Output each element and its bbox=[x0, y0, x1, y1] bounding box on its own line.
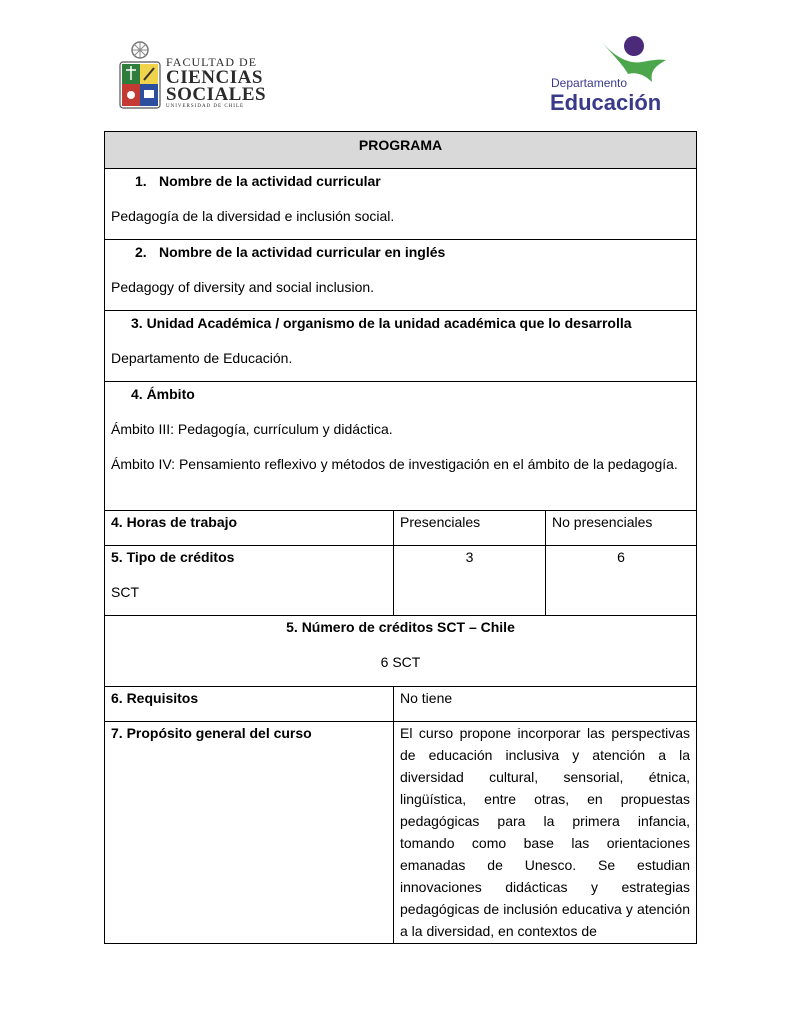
department-logo-line2: Educación bbox=[550, 90, 662, 115]
section-1-value: Pedagogía de la diversidad e inclusión social. bbox=[111, 208, 395, 224]
proposito-label: 7. Propósito general del curso bbox=[105, 722, 394, 944]
section-1-title bbox=[111, 170, 690, 192]
requisitos-label: 6. Requisitos bbox=[105, 687, 394, 722]
program-table bbox=[104, 131, 697, 944]
sct-value: 6 SCT bbox=[380, 654, 421, 670]
section-2-number: 2. bbox=[135, 244, 147, 260]
faculty-logo-line4: UNIVERSIDAD DE CHILE bbox=[166, 104, 245, 109]
section-3-title: 3. Unidad Académica / organismo de la unidad académica que lo desarrolla bbox=[131, 315, 632, 331]
requisitos-value: No tiene bbox=[394, 687, 697, 722]
sct-title: 5. Número de créditos SCT – Chile bbox=[286, 619, 515, 635]
horas-label: 4. Horas de trabajo bbox=[105, 511, 394, 546]
creditos-sub: SCT bbox=[111, 584, 139, 600]
horas-presenciales: Presenciales bbox=[394, 511, 546, 546]
faculty-logo-text bbox=[166, 56, 266, 110]
section-4 bbox=[105, 382, 697, 511]
creditos-value-1: 3 bbox=[394, 546, 546, 616]
section-4-line2: Ámbito IV: Pensamiento reflexivo y métodos de investigación en el ámbito de la pedagogía. bbox=[111, 456, 678, 472]
department-logo bbox=[548, 34, 670, 114]
program-title: PROGRAMA bbox=[105, 132, 697, 169]
creditos-label: 5. Tipo de créditos bbox=[111, 549, 235, 565]
proposito-text: El curso propone incorporar las perspectivas de educación inclusiva y atención a la diversidad cultural, sensorial, étnica, lingüística, entre otras, en propuestas pedagógicas para la primera infancia, tomando como base las orientaciones emanadas de Unesco. Se estudian innovaciones didácticas y estrategias pedagógicas de inclusión educativa y atención a la diversidad, en contextos de bbox=[394, 722, 697, 944]
creditos-value-2: 6 bbox=[546, 546, 697, 616]
section-3-value: Departamento de Educación. bbox=[111, 350, 293, 366]
faculty-logo-line3: SOCIALES bbox=[166, 84, 267, 105]
section-2 bbox=[105, 240, 697, 311]
creditos-cell bbox=[105, 546, 394, 616]
university-shield-icon bbox=[118, 40, 162, 112]
horas-no-presenciales: No presenciales bbox=[546, 511, 697, 546]
faculty-logo-line1: FACULTAD DE bbox=[166, 55, 258, 69]
faculty-logo bbox=[118, 40, 268, 115]
section-4-line1: Ámbito III: Pedagogía, currículum y didáctica. bbox=[111, 421, 393, 437]
section-1-label: Nombre de la actividad curricular bbox=[159, 173, 381, 189]
department-logo-line1: Departamento bbox=[551, 76, 628, 90]
section-2-title bbox=[111, 241, 690, 263]
section-1-number: 1. bbox=[135, 173, 147, 189]
sct-section bbox=[105, 616, 697, 687]
faculty-logo-line2: CIENCIAS bbox=[166, 67, 263, 88]
section-2-label: Nombre de la actividad curricular en inglés bbox=[159, 244, 446, 260]
section-1 bbox=[105, 169, 697, 240]
section-2-value: Pedagogy of diversity and social inclusion. bbox=[111, 279, 375, 295]
section-4-title: 4. Ámbito bbox=[131, 386, 195, 402]
section-3 bbox=[105, 311, 697, 382]
